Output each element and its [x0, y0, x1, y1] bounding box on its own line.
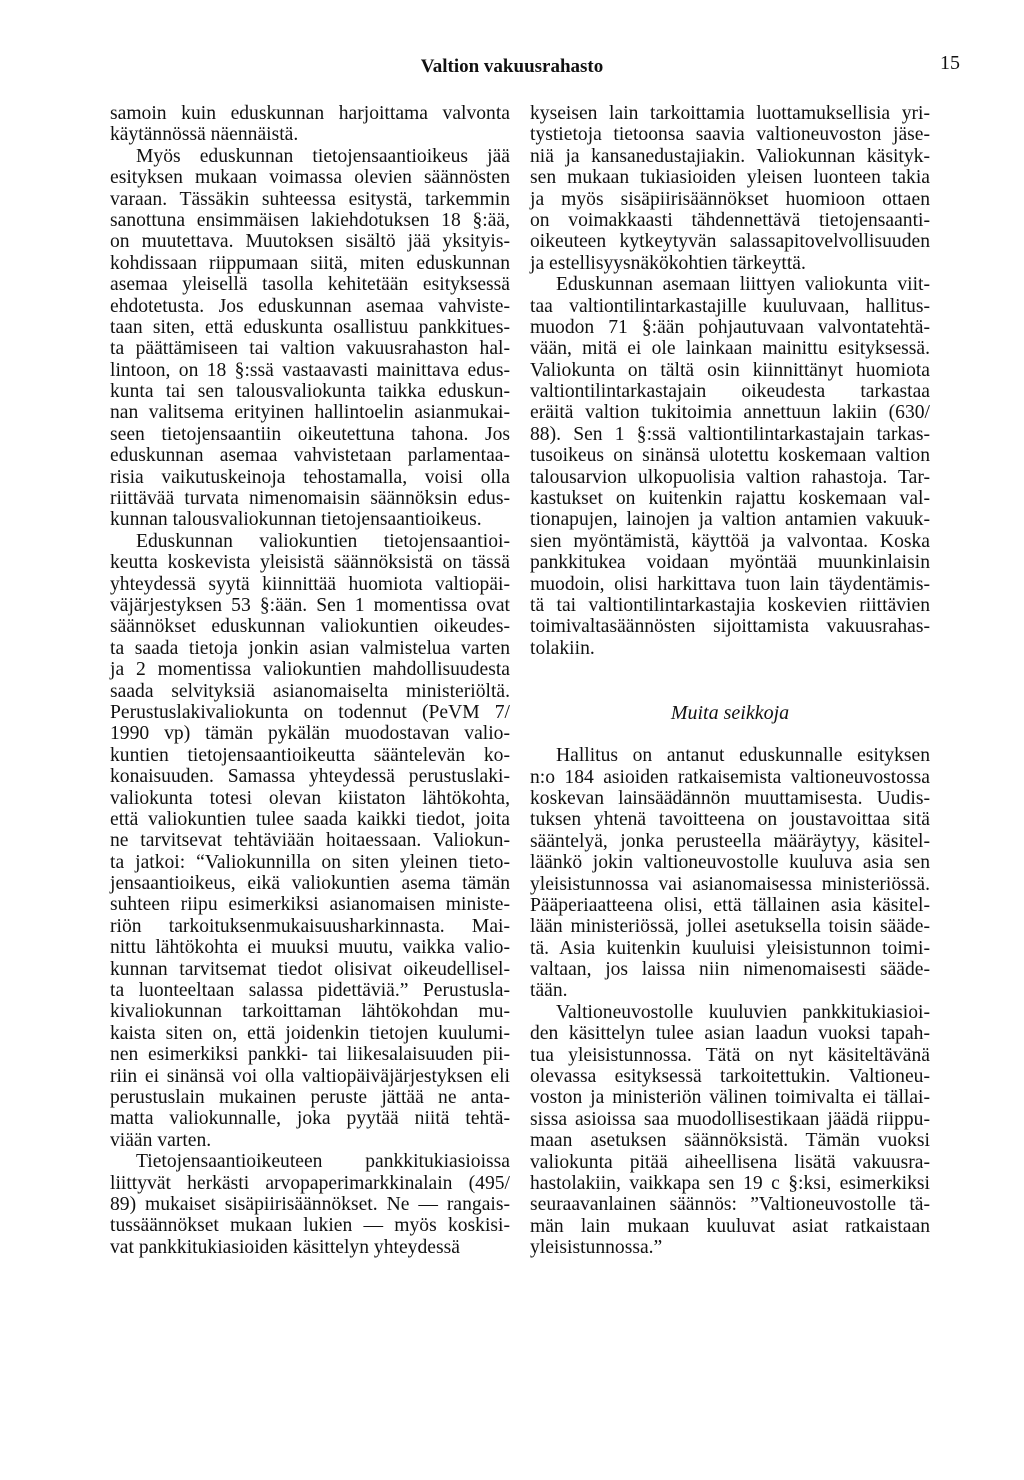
text-line: Perustuslakivaliokunta on todennut (PeVM 7/ [110, 701, 510, 723]
text-line: tusoikeus on sinänsä ulotettu koskemaan valtion [530, 445, 930, 467]
text-line: n:o 184 asioiden ratkaisemista valtioneuvostossa [530, 766, 930, 788]
text-line: kohdissaan riippumaan siitä, miten eduskunnan [110, 252, 510, 274]
text-line: eräitä valtion tukitoimia annettuun lakiin (630/ [530, 402, 930, 424]
text-line: valiokunta totesi olevan kiistaton lähtökohta, [110, 787, 510, 809]
text-line: 1990 vp) tämän pykälän muodostavan valio- [110, 723, 510, 745]
text-line: ja myös sisäpiirisäännökset huomioon ottaen [530, 188, 930, 210]
text-line: suhteen riipu esimerkiksi asianomaisen ministe- [110, 894, 510, 916]
text-line: sen mukaan tukiasioiden yleisen luonteen takia [530, 167, 930, 189]
text-line: yleisistunnossa.” [530, 1237, 663, 1259]
text-line: tussäännökset mukaan lukien — myös koskisi- [110, 1215, 510, 1237]
text-line: viään varten. [110, 1129, 212, 1151]
text-line: Tietojensaantioikeuteen pankkitukiasioissa [136, 1151, 510, 1173]
text-line: voston ja ministeriön välinen toimivalta ei tällai- [530, 1087, 930, 1109]
text-line: niä ja kansanedustajiakin. Valiokunnan käsityk- [530, 145, 930, 167]
text-line: väjärjestyksen 53 §:ään. Sen 1 momentissa ovat [110, 594, 510, 616]
text-line: lään ministeriössä, jollei asetuksella toisin sääde- [530, 916, 930, 938]
text-line: on voimakkaasti tähdennettävä tietojensaanti- [530, 209, 930, 231]
right-column [530, 103, 930, 1259]
text-line: ja estellisyysnäkökohtien tärkeyttä. [530, 252, 806, 274]
text-line: sääntelyä, jonka perusteella määräytyy, käsitel- [530, 830, 930, 852]
text-line: sanottuna ensimmäisen lakiehdotuksen 18 §:ää, [110, 209, 510, 231]
text-line: riön tarkoituksenmukaisuusharkinnasta. Mai- [110, 915, 510, 937]
text-line: riin ei sinänsä voi olla valtiopäiväjärjestyksen eli [110, 1065, 510, 1087]
text-line: vat pankkitukiasioiden käsittelyn yhteydessä [110, 1236, 460, 1258]
text-line: talousarvion ulkopuolisia valtion rahastoja. Tar- [530, 466, 930, 488]
text-line: vään, mitä ei ole lainkaan mainittu esityksessä. [530, 338, 930, 360]
text-line: läänkö jokin valtioneuvostolle kuuluva asia sen [530, 852, 930, 874]
text-line: kunnan talousvaliokunnan tietojensaantioikeus. [110, 509, 482, 531]
text-line: koskevan lainsäädännön muuttamisesta. Uudis- [530, 787, 930, 809]
text-line: tua yleisistunnossa. Tätä on nyt käsiteltävänä [530, 1044, 930, 1066]
text-line: Myös eduskunnan tietojensaantioikeus jää [136, 145, 510, 167]
text-line: ta jatkoi: “Valiokunnilla on siten yleinen tieto- [110, 851, 510, 873]
text-line: valtiontilintarkastajain oikeudesta tarkastaa [530, 381, 930, 403]
text-line: ta päättämiseen tai valtion vakuusrahaston hal- [110, 338, 510, 360]
text-line: tolakiin. [530, 637, 595, 659]
text-line: tystietoja tietoonsa saavia valtioneuvoston jäse- [530, 124, 930, 146]
text-line: konaisuuden. Samassa yhteydessä perustuslaki- [110, 766, 510, 788]
text-line: yhteydessä syytä kiinnittää huomiota valtiopäi- [110, 573, 510, 595]
text-line: maan asetuksen säännöksistä. Tämän vuoksi [530, 1130, 930, 1152]
text-line: seen tietojensaantiin oikeutettuna tahona. Jos [110, 423, 510, 445]
text-line: kunta tai sen talousvaliokunta taikka eduskun- [110, 381, 510, 403]
text-line: tä. Asia kuitenkin kuuluisi yleisistunnon toimi- [530, 937, 930, 959]
text-line: muodoin, olisi harkittava tuon lain täydentämis- [530, 573, 930, 595]
text-line: varaan. Tässäkin suhteessa esitystä, tarkemmin [110, 188, 510, 210]
text-line: kastukset on kuitenkin rajattu koskemaan val- [530, 488, 930, 510]
text-line: liittyvät herkästi arvopaperimarkkinalain (495/ [110, 1172, 510, 1194]
text-line: tionapujen, lainojen ja valtion antamien vakuuk- [530, 509, 930, 531]
text-line: oikeuteen kytkeytyvän salassapitovelvollisuuden [530, 231, 930, 253]
text-line: valiokunta pitää aiheellisena lisätä vakuusra- [530, 1151, 930, 1173]
text-line: ja 2 momentissa valiokuntien mahdollisuudesta [110, 659, 510, 681]
text-line: perustuslain mukainen peruste jättää ne anta- [110, 1086, 510, 1108]
text-line: Eduskunnan valiokuntien tietojensaantioi- [136, 530, 510, 552]
text-line: kivaliokunnan tarkoittaman lähtökohdan mu- [110, 1001, 510, 1023]
text-line: keutta koskevista yleisistä säännöksistä on tässä [110, 552, 510, 574]
page-number: 15 [940, 52, 960, 74]
text-line: den käsittelyn tulee asian laadun vuoksi tapah- [530, 1023, 930, 1045]
text-line: tä tai valtiontilintarkastajia koskevien riittävien [530, 594, 930, 616]
text-line: nen esimerkiksi pankki- tai liikesalaisuuden pii- [110, 1044, 510, 1066]
left-column [110, 103, 510, 1258]
text-line: olevassa esityksessä tarkoitettukin. Valtioneu- [530, 1066, 930, 1088]
text-line: ehdotetusta. Jos eduskunnan asemaa vahviste- [110, 295, 510, 317]
text-line: esityksen mukaan voimassa olevien säännösten [110, 167, 510, 189]
text-line: 89) mukaiset sisäpiirisäännökset. Ne — rangais- [110, 1193, 510, 1215]
text-line: Eduskunnan asemaan liittyen valiokunta viit- [556, 274, 930, 296]
right-column-top-text [530, 103, 930, 659]
text-line: taan siten, että eduskunta osallistuu pankkitues- [110, 316, 510, 338]
text-line: jensaantioikeus, eikä valiokuntien asema tämän [110, 873, 510, 895]
text-line: 88). Sen 1 §:ssä valtiontilintarkastajain tarkas- [530, 423, 930, 445]
running-title: Valtion vakuusrahasto [420, 56, 604, 77]
text-line: on muutettava. Muutoksen sisältö jää yksityis- [110, 231, 510, 253]
text-line: asemaa yleisellä tasolla kehitetään esityksessä [110, 274, 510, 296]
text-line: sissa asioissa saa muodollisestikaan jäädä riippu- [530, 1108, 930, 1130]
text-line: seuraavanlainen säännös: ”Valtioneuvostolle tä- [530, 1194, 930, 1216]
text-line: nan valitsema erityinen hallintoelin asianmukai- [110, 402, 510, 424]
text-line: yleisistunnossa vai asianomaisessa ministeriössä. [530, 873, 930, 895]
text-line: taa valtiontilintarkastajille kuuluvaan, hallitus- [530, 295, 930, 317]
text-line: valtaan, jos laissa niin nimenomaisesti sääde- [530, 959, 930, 981]
text-line: Hallitus on antanut eduskunnalle esityksen [556, 745, 930, 767]
text-line: samoin kuin eduskunnan harjoittama valvonta [110, 103, 510, 124]
text-line: hastolakiin, vaikkapa sen 19 c §:ksi, esimerkiksi [530, 1172, 930, 1194]
text-line: Valiokunta on tältä osin kiinnittänyt huomiota [530, 359, 930, 381]
text-line: ne tarvitsevat tehtäviään hoitaessaan. Valiokun- [110, 830, 510, 852]
text-line: Pääperiaatteena olisi, että tällainen asia käsitel- [530, 894, 930, 916]
text-line: kyseisen lain tarkoittamia luottamuksellisia yri- [530, 103, 930, 124]
text-line: risia vaikutuskeinoja tehostamalla, voisi olla [110, 466, 510, 488]
text-line: nittu lähtökohta ei muuksi muutu, vaikka valio- [110, 937, 510, 959]
text-line: Valtioneuvostolle kuuluvien pankkitukiasioi- [556, 1001, 930, 1023]
text-line: pankkitukea voidaan myöntää muunkinlaisin [530, 552, 930, 574]
text-line: muodon 71 §:ään pohjautuvaan valvontatehtä- [530, 316, 930, 338]
text-line: käytännössä näennäistä. [110, 124, 299, 146]
text-line: toimivaltasäännösten sijoittamista vakuusrahas- [530, 616, 930, 638]
text-line: eduskunnan asemaa vahvistetaan parlamentaa- [110, 445, 510, 467]
text-line: ta luonteeltaan salassa pidettäviä.” Perustusla- [110, 980, 510, 1002]
text-line: että valiokuntien tulee saada kaikki tiedot, joita [110, 808, 510, 830]
right-column-bottom-text [530, 745, 930, 1258]
text-line: säännökset eduskunnan valiokuntien oikeudes- [110, 616, 510, 638]
text-line: män lain mukaan kuuluvat asiat ratkaistaan [530, 1215, 930, 1237]
text-line: kuntien tietojensaantioikeutta sääntelevän ko- [110, 744, 510, 766]
text-line: kaista siten on, että joidenkin tietojen kuulumi- [110, 1022, 510, 1044]
text-line: kunnan tarvitsemat tiedot olisivat oikeudellisel- [110, 958, 510, 980]
text-line: tään. [530, 980, 568, 1002]
text-line: matta valiokunnalle, joka pyytää niitä tehtä- [110, 1108, 510, 1130]
text-line: lintoon, on 18 §:ssä vastaavasti mainittava edus- [110, 359, 510, 381]
section-heading: Muita seikkoja [670, 702, 790, 725]
text-line: tuksen yhtenä tavoitteena on joustavoittaa sitä [530, 809, 930, 831]
text-line: saada selvityksiä asianomaiselta ministeriöltä. [110, 680, 510, 702]
text-line: sien myöntämistä, käyttöä ja valvontaa. Koska [530, 530, 930, 552]
text-line: ta saada tietoja jonkin asian valmistelua varten [110, 637, 510, 659]
text-line: riittävää turvata nimenomaisin säännöksin edus- [110, 488, 510, 510]
